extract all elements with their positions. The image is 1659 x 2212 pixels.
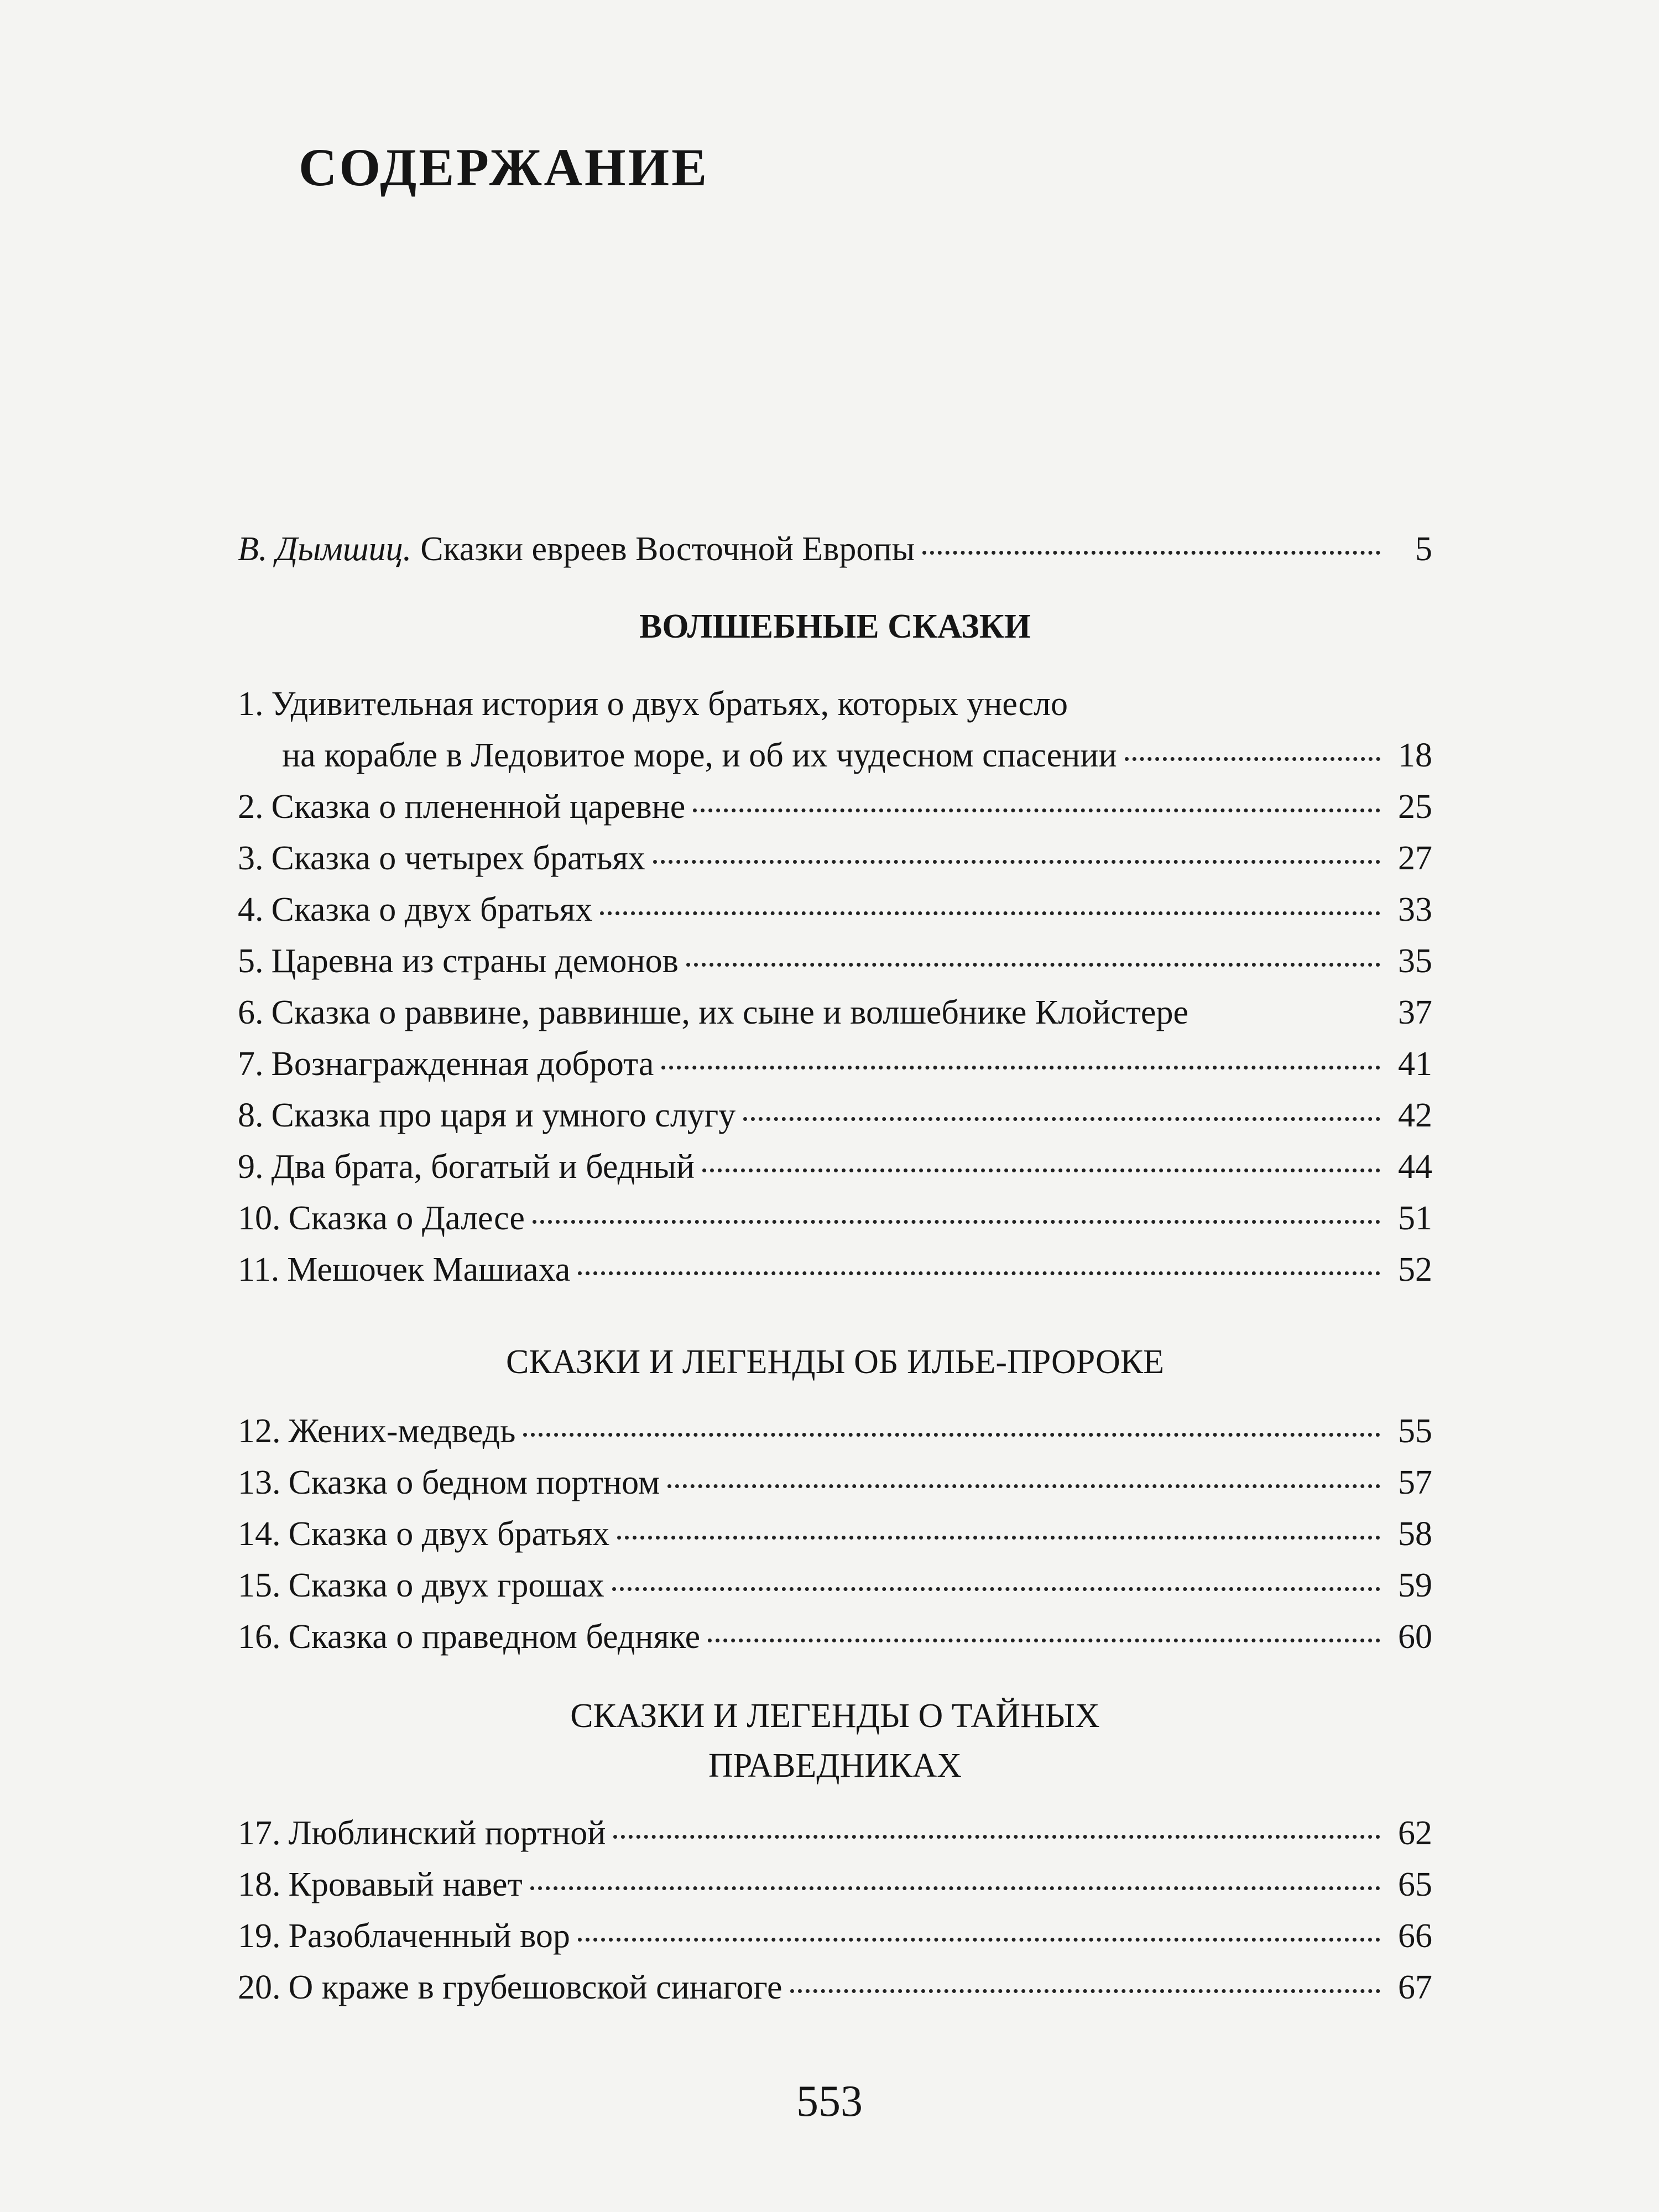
entry-page: 25 [1398, 788, 1432, 826]
entry-title: Разоблаченный вор [288, 1917, 570, 1955]
entry-page: 27 [1398, 839, 1432, 877]
intro-title: Сказки евреев Восточной Европы [420, 530, 915, 568]
dot-leader [613, 1835, 1380, 1839]
toc-entry[interactable] [238, 989, 1432, 1036]
dot-leader [600, 911, 1380, 915]
toc-entry[interactable] [238, 1510, 1432, 1558]
entry-number: 12. [238, 1412, 281, 1450]
section-heading-magic-tales: ВОЛШЕБНЫЕ СКАЗКИ [639, 608, 1031, 645]
dot-leader [702, 1168, 1380, 1172]
toc-entry[interactable] [238, 886, 1432, 933]
entry-number: 9. [238, 1148, 264, 1186]
entry-number: 8. [238, 1097, 264, 1134]
toc-entry[interactable] [238, 1040, 1432, 1088]
section-heading-hidden-righteous-line2: ПРАВЕДНИКАХ [708, 1747, 962, 1785]
toc-entry-intro[interactable] [238, 525, 1432, 573]
intro-page: 5 [1415, 530, 1432, 568]
toc-entry[interactable] [238, 1092, 1432, 1139]
entry-number: 3. [238, 839, 264, 877]
entry-page: 18 [1398, 737, 1432, 774]
dot-leader [743, 1117, 1380, 1121]
dot-leader [653, 860, 1380, 864]
toc-entry[interactable] [238, 680, 1432, 728]
dot-leader [667, 1484, 1380, 1488]
entry-title: Царевна из страны демонов [271, 942, 679, 980]
toc-entry[interactable] [238, 1861, 1432, 1908]
entry-title: Сказка о двух братьях [271, 891, 593, 928]
entry-number: 2. [238, 788, 264, 826]
entry-title: Сказка о Далесе [288, 1199, 525, 1237]
entry-number: 1. [238, 685, 264, 723]
toc-entry[interactable] [238, 1809, 1432, 1857]
dot-leader [708, 1639, 1380, 1642]
entry-page: 33 [1398, 891, 1432, 928]
entry-page: 62 [1398, 1814, 1432, 1852]
page-number: 553 [796, 2077, 863, 2126]
entry-number: 13. [238, 1464, 281, 1501]
entry-title: Сказка о бедном портном [288, 1464, 660, 1501]
dot-leader [693, 808, 1380, 812]
toc-entry[interactable] [238, 1459, 1432, 1506]
entry-page: 44 [1398, 1148, 1432, 1186]
toc-entry[interactable] [238, 1194, 1432, 1242]
entry-title: Жених-медведь [288, 1412, 516, 1450]
entry-page: 59 [1398, 1567, 1432, 1604]
entry-number: 20. [238, 1969, 281, 2006]
entry-page: 60 [1398, 1618, 1432, 1656]
entry-title: Удивительная история о двух братьях, которых унесло [271, 685, 1068, 723]
entry-page: 37 [1398, 994, 1432, 1031]
entry-number: 4. [238, 891, 264, 928]
entry-number: 16. [238, 1618, 281, 1656]
entry-title: Сказка о четырех братьях [271, 839, 645, 877]
toc-entry[interactable] [238, 834, 1432, 882]
entry-page: 55 [1398, 1412, 1432, 1450]
toc-entry[interactable] [238, 1407, 1432, 1455]
dot-leader [1125, 757, 1380, 761]
dot-leader [790, 1989, 1380, 1993]
section-heading-elijah: СКАЗКИ И ЛЕГЕНДЫ ОБ ИЛЬЕ-ПРОРОКЕ [505, 1343, 1165, 1381]
entry-page: 51 [1398, 1199, 1432, 1237]
entry-title: О краже в грубешовской синагоге [288, 1969, 782, 2006]
entry-title: Сказка о раввине, раввинше, их сыне и волшебнике Клойстере [271, 994, 1188, 1031]
dot-leader [578, 1938, 1380, 1942]
entry-number: 18. [238, 1866, 281, 1903]
toc-entry[interactable] [238, 1143, 1432, 1191]
entry-page: 42 [1398, 1097, 1432, 1134]
intro-author: В. Дымшиц. [238, 530, 412, 568]
entry-number: 15. [238, 1567, 281, 1604]
entry-number: 6. [238, 994, 264, 1031]
entry-page: 58 [1398, 1515, 1432, 1553]
toc-entry[interactable] [238, 1613, 1432, 1661]
entry-page: 35 [1398, 942, 1432, 980]
toc-entry[interactable] [238, 783, 1432, 831]
entry-title: Сказка про царя и умного слугу [271, 1097, 736, 1134]
entry-number: 7. [238, 1045, 264, 1083]
dot-leader [523, 1433, 1380, 1437]
toc-entry[interactable] [238, 1562, 1432, 1609]
entry-title: Люблинский портной [288, 1814, 606, 1852]
entry-page: 66 [1398, 1917, 1432, 1955]
dot-leader [533, 1220, 1380, 1224]
entry-page: 41 [1398, 1045, 1432, 1083]
entry-number: 10. [238, 1199, 281, 1237]
toc-entry[interactable] [238, 1964, 1432, 2011]
dot-leader [617, 1536, 1380, 1540]
dot-leader [612, 1587, 1380, 1591]
dot-leader [661, 1066, 1380, 1070]
entry-title: Кровавый навет [288, 1866, 523, 1903]
entry-title: Мешочек Машиаха [287, 1251, 571, 1288]
toc-entry[interactable] [238, 1912, 1432, 1960]
entry-title: Два брата, богатый и бедный [271, 1148, 695, 1186]
section-heading-hidden-righteous-line1: СКАЗКИ И ЛЕГЕНДЫ О ТАЙНЫХ [570, 1697, 1100, 1735]
dot-leader [922, 551, 1380, 555]
entry-title: Сказка о праведном бедняке [288, 1618, 701, 1656]
entry-title: Сказка о двух грошах [288, 1567, 604, 1604]
entry-number: 17. [238, 1814, 281, 1852]
entry-page: 67 [1398, 1969, 1432, 2006]
dot-leader [530, 1886, 1380, 1890]
entry-page: 65 [1398, 1866, 1432, 1903]
entry-title: Сказка о плененной царевне [271, 788, 686, 826]
entry-title-continuation: на корабле в Ледовитое море, и об их чудесном спасении [282, 737, 1117, 774]
dot-leader [578, 1271, 1380, 1275]
entry-title: Вознагражденная доброта [271, 1045, 654, 1083]
toc-entry-continuation[interactable] [282, 732, 1432, 779]
entry-page: 52 [1398, 1251, 1432, 1288]
entry-number: 11. [238, 1251, 280, 1288]
page-title: СОДЕРЖАНИЕ [299, 138, 709, 197]
entry-page: 57 [1398, 1464, 1432, 1501]
entry-number: 5. [238, 942, 264, 980]
entry-number: 14. [238, 1515, 281, 1553]
toc-entry[interactable] [238, 1246, 1432, 1293]
entry-number: 19. [238, 1917, 281, 1955]
dot-leader [686, 963, 1380, 967]
entry-title: Сказка о двух братьях [288, 1515, 610, 1553]
toc-entry[interactable] [238, 937, 1432, 985]
